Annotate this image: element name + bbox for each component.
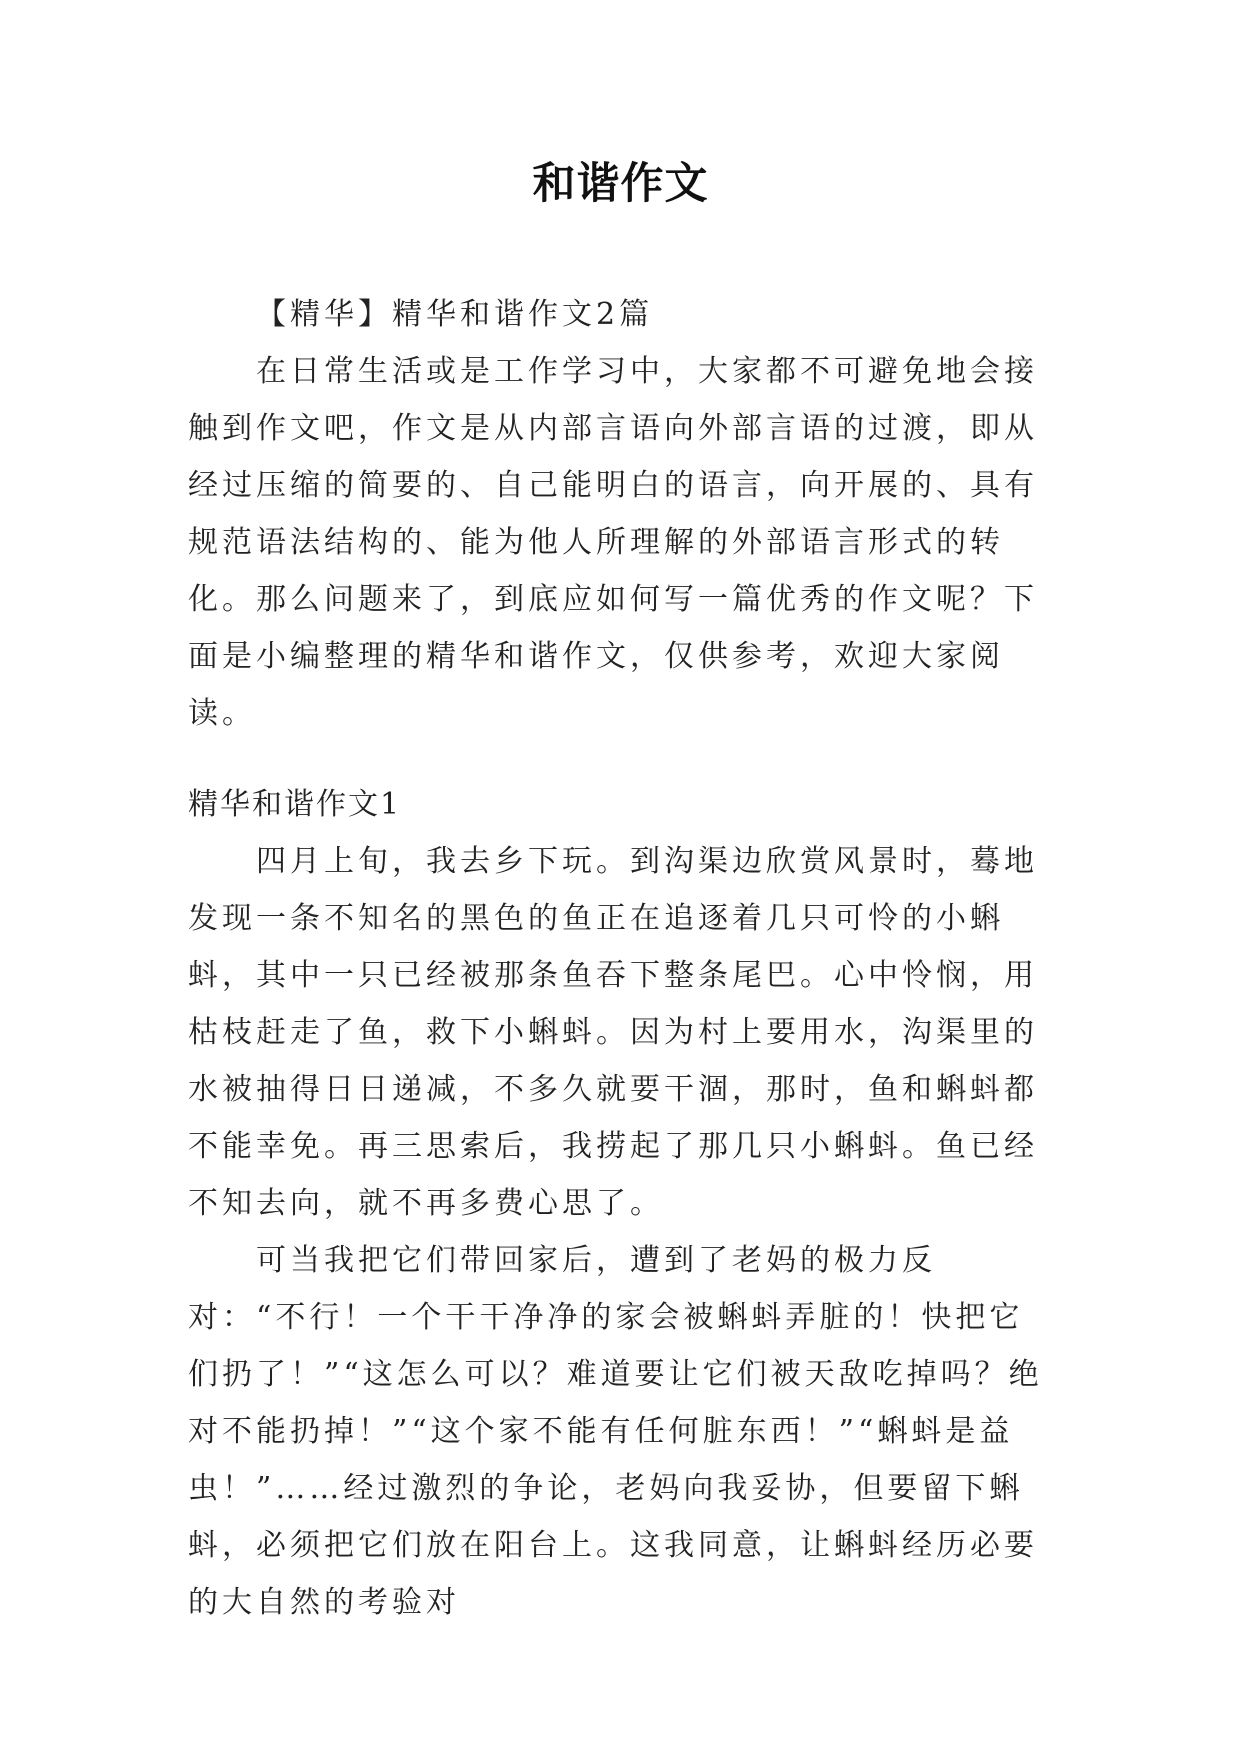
intro-paragraph: 在日常生活或是工作学习中，大家都不可避免地会接触到作文吧，作文是从内部言语向外部言语的过渡，即从经过压缩的简要的、自己能明白的语言，向开展的、具有规范语法结构的、能为他人所理解的外部语言形式的转化。那么问题来了，到底应如何写一篇优秀的作文呢？下面是小编整理的精华和谐作文，仅供参考，欢迎大家阅读。 bbox=[188, 354, 1038, 731]
body-paragraph: 可当我把它们带回家后，遭到了老妈的极力反对：“不行！一个干干净净的家会被蝌蚪弄脏的！快把它们扔了！”“这怎么可以？难道要让它们被天敌吃掉吗？绝对不能扔掉！”“这个家不能有任何脏东西！”“蝌蚪是益虫！”……经过激烈的争论，老妈向我妥协，但要留下蝌蚪，必须把它们放在阳台上。这我同意，让蝌蚪经历必要的大自然的考验对 bbox=[188, 1243, 1043, 1620]
document-title: 和谐作文 bbox=[532, 159, 709, 209]
section-heading: 精华和谐作文1 bbox=[188, 787, 402, 822]
body-paragraph: 四月上旬，我去乡下玩。到沟渠边欣赏风景时，蓦地发现一条不知名的黑色的鱼正在追逐着几只可怜的小蝌蚪，其中一只已经被那条鱼吞下整条尾巴。心中怜悯，用枯枝赶走了鱼，救下小蝌蚪。因为村上要用水，沟渠里的水被抽得日日递减，不多久就要干涸，那时，鱼和蝌蚪都不能幸免。再三思索后，我捞起了那几只小蝌蚪。鱼已经不知去向，就不再多费心思了。 bbox=[188, 844, 1038, 1221]
document-body bbox=[188, 286, 1052, 1631]
intro-heading: 【精华】精华和谐作文2篇 bbox=[256, 297, 654, 332]
